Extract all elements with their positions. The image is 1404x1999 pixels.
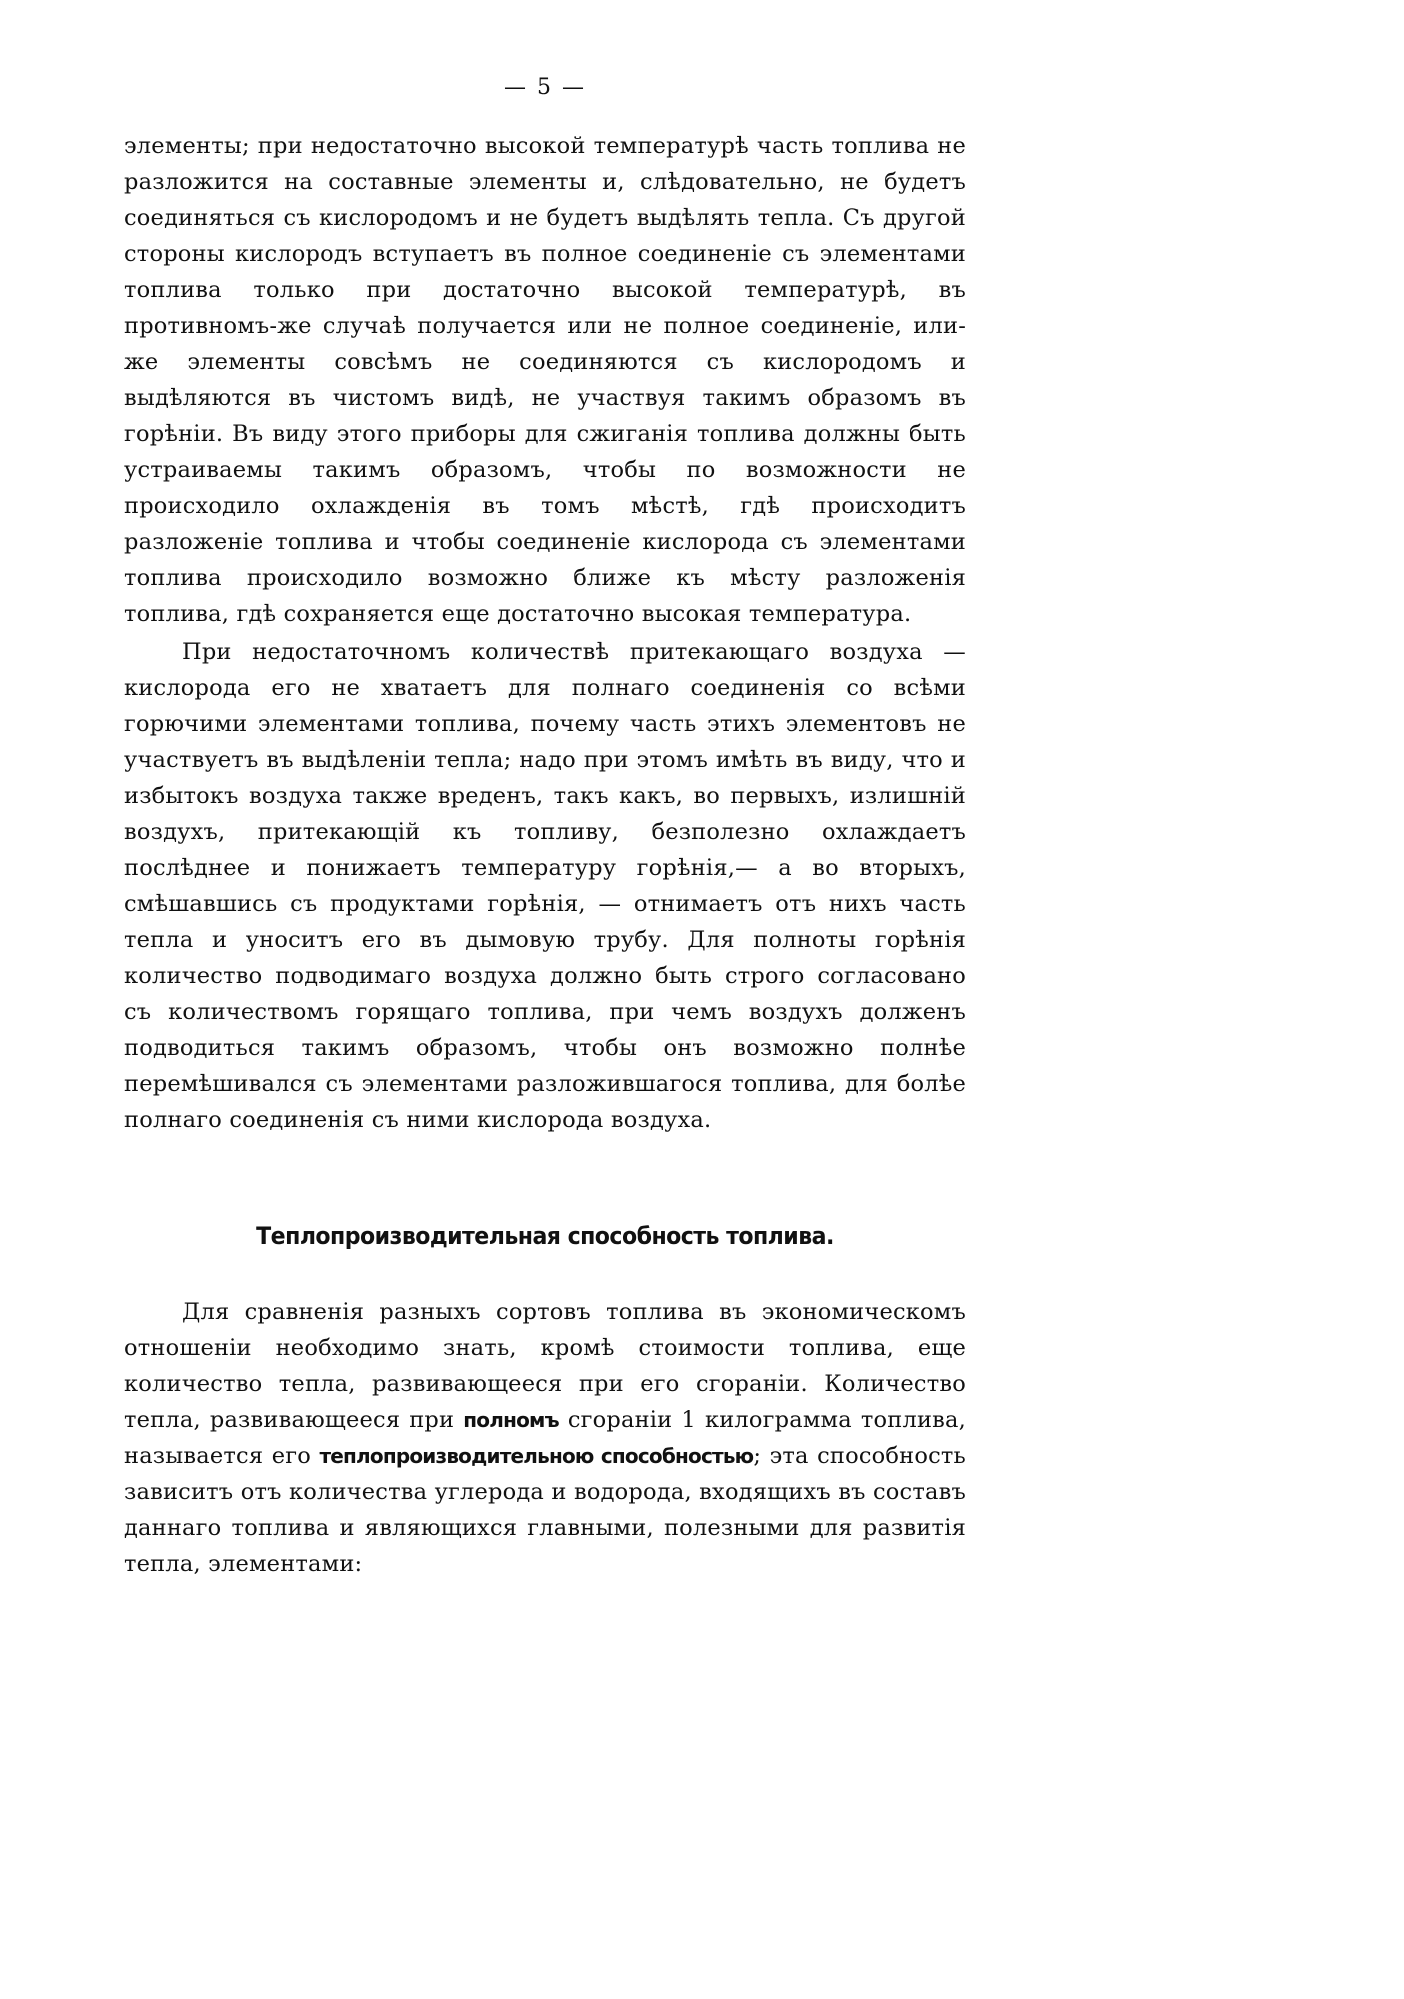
paragraph-1: элементы; при недостаточно высокой температурѣ часть топлива не разложится на составные элементы и, слѣдовательно, не будетъ соединяться съ кислородомъ и не будетъ выдѣлять тепла. Съ другой стороны кислородъ вступаетъ въ полное соединенiе съ элементами топлива только при достаточно высокой температурѣ, въ противномъ-же случаѣ получается или не полное соединенiе, или-же элементы совсѣмъ не соединяются съ кислородомъ и выдѣляются въ чистомъ видѣ, не участвуя такимъ образомъ въ горѣнiи. Въ виду этого приборы для сжиганiя топлива должны быть устраиваемы такимъ образомъ, чтобы по возможности не происходило охлажденiя въ томъ мѣстѣ, гдѣ происходитъ разложенiе топлива и чтобы соединенiе кислорода съ элементами топлива происходило возможно ближе къ мѣсту разложенiя топлива, гдѣ сохраняется еще достаточно высокая температура. — [124, 133, 966, 627]
emphasis-complete-combustion: полномъ — [463, 1408, 559, 1432]
paragraph-2: При недостаточномъ количествѣ притекающаго воздуха — кислорода его не хватаетъ для полнаго соединенiя со всѣми горючими элементами топлива, почему часть этихъ элементовъ не участвуетъ въ выдѣленiи тепла; надо при этомъ имѣть въ виду, что и избытокъ воздуха также вреденъ, такъ какъ, во первыхъ, излишнiй воздухъ, притекающiй къ топливу, безполезно охлаждаетъ послѣднее и понижаетъ температуру горѣнiя,— а во вторыхъ, смѣшавшись съ продуктами горѣнiя, — отнимаетъ отъ нихъ часть тепла и уноситъ его въ дымовую трубу. Для полноты горѣнiя количество подводимаго воздуха должно быть строго согласовано съ количествомъ горящаго топлива, при чемъ воздухъ долженъ подводиться такимъ образомъ, чтобы онъ возможно полнѣе перемѣшивался съ элементами разложившагося топлива, для болѣе полнаго соединенiя съ ними кислорода воздуха. — [124, 639, 966, 1133]
page-number: — 5 — — [504, 75, 586, 100]
paragraph-3-text-2: сгоранiи 1 килограмма топлива, называется его — [124, 1407, 966, 1469]
emphasis-heat-producing-capacity: теплопроизводительною способностью — [319, 1444, 754, 1468]
section-heading: Теплопроизводительная способность топлива. — [256, 1222, 834, 1250]
paragraph-3-text-1: Для сравненiя разныхъ сортовъ топлива въ экономическомъ отношенiи необходимо знать, кромѣ стоимости топлива, еще количество тепла, развивающееся при его сгоранiи. Количество тепла, развивающееся при — [124, 1299, 966, 1433]
paragraph-3 — [124, 1294, 966, 1582]
paragraph-3-text-3: ; эта способность зависитъ отъ количества углерода и водорода, входящихъ въ составъ даннаго топлива и являющихся главными, полезными для развитiя тепла, элементами: — [124, 1443, 966, 1577]
